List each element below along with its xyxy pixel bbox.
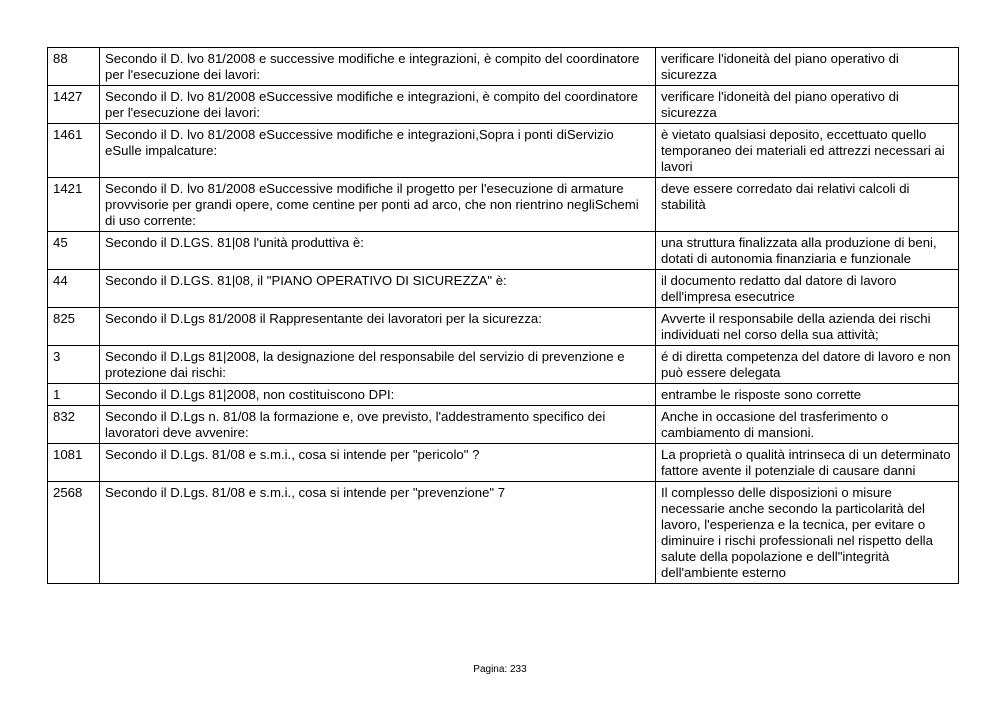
question-id: 825: [48, 308, 100, 346]
question-text: Secondo il D. lvo 81/2008 e successive modifiche e integrazioni, è compito del coordinatore per l'esecuzione dei lavori:: [100, 48, 656, 86]
question-text: Secondo il D.Lgs 81|2008, la designazione del responsabile del servizio di prevenzione e protezione dai rischi:: [100, 346, 656, 384]
table-row: [48, 346, 959, 384]
answer-text: Anche in occasione del trasferimento o cambiamento di mansioni.: [656, 406, 959, 444]
answer-text: verificare l'idoneità del piano operativo di sicurezza: [656, 86, 959, 124]
table-row: [48, 444, 959, 482]
question-id: 2568: [48, 482, 100, 584]
question-text: Secondo il D. lvo 81/2008 eSuccessive modifiche e integrazioni,Sopra i ponti diServizio eSulle impalcature:: [100, 124, 656, 178]
answer-text: Avverte il responsabile della azienda dei rischi individuati nel corso della sua attività;: [656, 308, 959, 346]
question-text: Secondo il D.Lgs. 81/08 e s.m.i., cosa si intende per "prevenzione" 7: [100, 482, 656, 584]
question-text: Secondo il D.LGS. 81|08 l'unità produttiva è:: [100, 232, 656, 270]
table-row: [48, 406, 959, 444]
question-id: 1081: [48, 444, 100, 482]
question-text: Secondo il D. lvo 81/2008 eSuccessive modifiche il progetto per l'esecuzione di armature provvisorie per grandi opere, come centine per ponti ad arco, che non rientrino negliSchemi di uso corrente:: [100, 178, 656, 232]
question-id: 45: [48, 232, 100, 270]
table-row: [48, 384, 959, 406]
quiz-table: [47, 47, 959, 584]
question-id: 88: [48, 48, 100, 86]
question-id: 1421: [48, 178, 100, 232]
question-id: 44: [48, 270, 100, 308]
table-row: [48, 270, 959, 308]
answer-text: è vietato qualsiasi deposito, eccettuato quello temporaneo dei materiali ed attrezzi necessari ai lavori: [656, 124, 959, 178]
question-text: Secondo il D. lvo 81/2008 eSuccessive modifiche e integrazioni, è compito del coordinatore per l'esecuzione dei lavori:: [100, 86, 656, 124]
question-text: Secondo il D.Lgs. 81/08 e s.m.i., cosa si intende per "pericolo" ?: [100, 444, 656, 482]
answer-text: Il complesso delle disposizioni o misure necessarie anche secondo la particolarità del lavoro, l'esperienza e la tecnica, per evitare o diminuire i rischi professionali nel rispetto della salute della popolazione e dell"integrità dell'ambiente esterno: [656, 482, 959, 584]
answer-text: deve essere corredato dai relativi calcoli di stabilità: [656, 178, 959, 232]
answer-text: il documento redatto dal datore di lavoro dell'impresa esecutrice: [656, 270, 959, 308]
question-text: Secondo il D.LGS. 81|08, il "PIANO OPERATIVO DI SICUREZZA" è:: [100, 270, 656, 308]
table-row: [48, 308, 959, 346]
answer-text: entrambe le risposte sono corrette: [656, 384, 959, 406]
answer-text: verificare l'idoneità del piano operativo di sicurezza: [656, 48, 959, 86]
table-row: [48, 482, 959, 584]
question-id: 3: [48, 346, 100, 384]
table-row: [48, 178, 959, 232]
page-number: Pagina: 233: [473, 664, 527, 675]
question-id: 832: [48, 406, 100, 444]
answer-text: é di diretta competenza del datore di lavoro e non può essere delegata: [656, 346, 959, 384]
question-id: 1427: [48, 86, 100, 124]
question-text: Secondo il D.Lgs 81|2008, non costituiscono DPI:: [100, 384, 656, 406]
answer-text: una struttura finalizzata alla produzione di beni, dotati di autonomia finanziaria e funzionale: [656, 232, 959, 270]
answer-text: La proprietà o qualità intrinseca di un determinato fattore avente il potenziale di causare danni: [656, 444, 959, 482]
question-id: 1461: [48, 124, 100, 178]
question-text: Secondo il D.Lgs n. 81/08 la formazione e, ove previsto, l'addestramento specifico dei lavoratori deve avvenire:: [100, 406, 656, 444]
table-row: [48, 232, 959, 270]
question-id: 1: [48, 384, 100, 406]
table-row: [48, 124, 959, 178]
table-row: [48, 48, 959, 86]
question-text: Secondo il D.Lgs 81/2008 il Rappresentante dei lavoratori per la sicurezza:: [100, 308, 656, 346]
table-row: [48, 86, 959, 124]
